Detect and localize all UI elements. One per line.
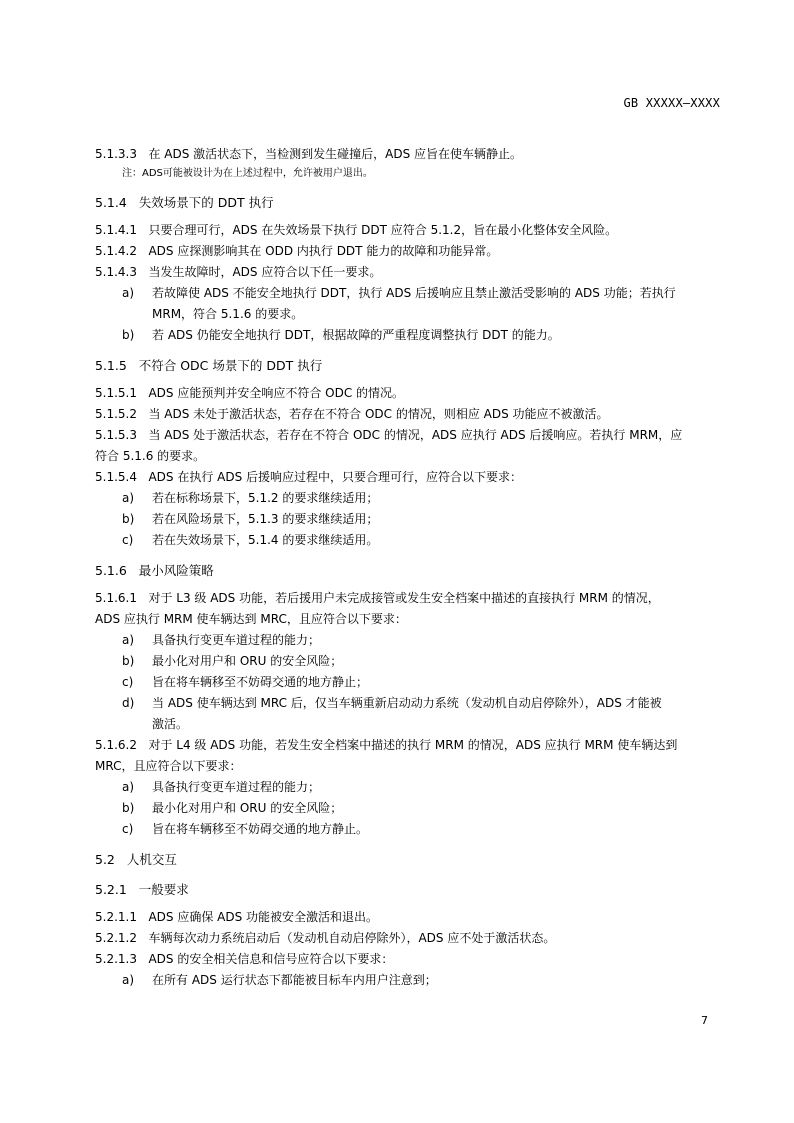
list-text: 当 ADS 使车辆达到 MRC 后，仅当车辆重新启动动力系统（发动机自动启停除外），ADS 才能被 bbox=[152, 696, 662, 710]
list-text: 旨在将车辆移至不妨碍交通的地方静止。 bbox=[152, 822, 369, 836]
clause-5-1-5-3 bbox=[95, 425, 720, 446]
list-label: b) bbox=[122, 654, 135, 668]
clause-5-1-6-1 bbox=[95, 588, 720, 609]
heading-title: 失效场景下的 DDT 执行 bbox=[138, 195, 274, 210]
clause-text: 当发生故障时，ADS 应符合以下任一要求。 bbox=[148, 265, 382, 279]
clause-number: 5.1.6.2 bbox=[95, 738, 137, 752]
document-code-header: GB XXXXX—XXXX bbox=[623, 96, 720, 110]
clause-number: 5.2.1.1 bbox=[95, 910, 137, 924]
clause-number: 5.1.5.3 bbox=[95, 428, 137, 442]
list-text-continued: MRM，符合 5.1.6 的要求。 bbox=[152, 307, 304, 321]
clause-number: 5.2.1.3 bbox=[95, 952, 137, 966]
list-text: 最小化对用户和 ORU 的安全风险； bbox=[152, 801, 343, 815]
heading-number: 5.1.5 bbox=[95, 358, 127, 373]
clause-5-1-5-2 bbox=[95, 404, 720, 425]
clause-text: ADS 的安全相关信息和信号应符合以下要求： bbox=[148, 952, 394, 966]
list-item bbox=[95, 798, 720, 819]
heading-5-2 bbox=[95, 849, 720, 870]
clause-text: ADS 应探测影响其在 ODD 内执行 DDT 能力的故障和功能异常。 bbox=[148, 244, 499, 258]
heading-number: 5.2 bbox=[95, 852, 115, 867]
clause-text: ADS 在执行 ADS 后援响应过程中，只要合理可行，应符合以下要求： bbox=[148, 470, 523, 484]
list-item bbox=[95, 530, 720, 551]
clause-5-1-4-1 bbox=[95, 220, 720, 241]
clause-text: 对于 L4 级 ADS 功能，若发生安全档案中描述的执行 MRM 的情况，ADS 应执行 MRM 使车辆达到 bbox=[148, 738, 678, 752]
clause-number: 5.1.4.1 bbox=[95, 223, 137, 237]
list-text: 在所有 ADS 运行状态下都能被目标车内用户注意到； bbox=[152, 973, 437, 987]
clause-5-2-1-1 bbox=[95, 907, 720, 928]
heading-number: 5.1.4 bbox=[95, 195, 127, 210]
document-body bbox=[95, 144, 720, 991]
heading-title: 最小风险策略 bbox=[138, 563, 214, 578]
clause-text: 车辆每次动力系统启动后（发动机自动启停除外），ADS 应不处于激活状态。 bbox=[148, 931, 556, 945]
list-text: 旨在将车辆移至不妨碍交通的地方静止； bbox=[152, 675, 369, 689]
heading-5-1-5 bbox=[95, 355, 720, 376]
clause-text: ADS 应能预判并安全响应不符合 ODC 的情况。 bbox=[148, 386, 405, 400]
list-item bbox=[95, 630, 720, 651]
clause-number: 5.1.4.2 bbox=[95, 244, 137, 258]
list-text: 若在风险场景下，5.1.3 的要求继续适用； bbox=[152, 512, 379, 526]
list-text: 若故障使 ADS 不能安全地执行 DDT，执行 ADS 后援响应且禁止激活受影响的 ADS 功能；若执行 bbox=[152, 286, 676, 300]
list-label: b) bbox=[122, 512, 135, 526]
clause-text: 只要合理可行，ADS 在失效场景下执行 DDT 应符合 5.1.2，旨在最小化整体安全风险。 bbox=[148, 223, 618, 237]
clause-text: 对于 L3 级 ADS 功能，若后援用户未完成接管或发生安全档案中描述的直接执行 MRM 的情况， bbox=[148, 591, 660, 605]
list-item bbox=[95, 970, 720, 991]
clause-number: 5.1.3.3 bbox=[95, 147, 137, 161]
heading-number: 5.2.1 bbox=[95, 882, 127, 897]
list-item bbox=[95, 488, 720, 509]
clause-text-continued: ADS 应执行 MRM 使车辆达到 MRC，且应符合以下要求： bbox=[95, 612, 407, 626]
clause-text-continued: MRC，且应符合以下要求： bbox=[95, 759, 242, 773]
list-text: 具备执行变更车道过程的能力； bbox=[152, 633, 321, 647]
page-number: 7 bbox=[701, 1014, 708, 1027]
clause-number: 5.2.1.2 bbox=[95, 931, 137, 945]
list-item bbox=[95, 283, 720, 325]
heading-5-2-1 bbox=[95, 879, 720, 900]
clause-5-1-6-2 bbox=[95, 735, 720, 756]
list-item bbox=[95, 693, 720, 735]
heading-5-1-6 bbox=[95, 560, 720, 581]
clause-number: 5.1.5.4 bbox=[95, 470, 137, 484]
list-label: b) bbox=[122, 801, 135, 815]
list-item bbox=[95, 325, 720, 346]
clause-5-1-4-3 bbox=[95, 262, 720, 283]
list-label: a) bbox=[122, 491, 135, 505]
list-text: 若在失效场景下，5.1.4 的要求继续适用。 bbox=[152, 533, 379, 547]
list-label: c) bbox=[122, 533, 134, 547]
list-label: d) bbox=[122, 696, 135, 710]
clause-text: 当 ADS 未处于激活状态，若存在不符合 ODC 的情况，则相应 ADS 功能应不被激活。 bbox=[148, 407, 609, 421]
clause-text: ADS 应确保 ADS 功能被安全激活和退出。 bbox=[148, 910, 379, 924]
clause-5-1-3-3 bbox=[95, 144, 720, 165]
list-item bbox=[95, 672, 720, 693]
list-text: 若 ADS 仍能安全地执行 DDT，根据故障的严重程度调整执行 DDT 的能力。 bbox=[152, 328, 560, 342]
list-item bbox=[95, 509, 720, 530]
clause-number: 5.1.4.3 bbox=[95, 265, 137, 279]
list-label: b) bbox=[122, 328, 135, 342]
list-label: a) bbox=[122, 633, 135, 647]
clause-number: 5.1.6.1 bbox=[95, 591, 137, 605]
list-label: a) bbox=[122, 973, 135, 987]
clause-number: 5.1.5.2 bbox=[95, 407, 137, 421]
list-text: 最小化对用户和 ORU 的安全风险； bbox=[152, 654, 343, 668]
clause-5-2-1-3 bbox=[95, 949, 720, 970]
list-text: 具备执行变更车道过程的能力； bbox=[152, 780, 321, 794]
clause-5-2-1-2 bbox=[95, 928, 720, 949]
clause-5-1-4-2 bbox=[95, 241, 720, 262]
clause-text: 在 ADS 激活状态下，当检测到发生碰撞后，ADS 应旨在使车辆静止。 bbox=[148, 147, 523, 161]
heading-title: 一般要求 bbox=[138, 882, 189, 897]
heading-title: 不符合 ODC 场景下的 DDT 执行 bbox=[138, 358, 323, 373]
heading-number: 5.1.6 bbox=[95, 563, 127, 578]
list-label: a) bbox=[122, 780, 135, 794]
clause-number: 5.1.5.1 bbox=[95, 386, 137, 400]
heading-5-1-4 bbox=[95, 192, 720, 213]
list-item bbox=[95, 819, 720, 840]
list-label: a) bbox=[122, 286, 135, 300]
list-item bbox=[95, 651, 720, 672]
list-label: c) bbox=[122, 822, 134, 836]
heading-title: 人机交互 bbox=[126, 852, 177, 867]
list-text-continued: 激活。 bbox=[152, 717, 189, 731]
note: 注：ADS可能被设计为在上述过程中，允许被用户退出。 bbox=[122, 168, 373, 179]
list-label: c) bbox=[122, 675, 134, 689]
clause-text: 当 ADS 处于激活状态，若存在不符合 ODC 的情况，ADS 应执行 ADS 后援响应。若执行 MRM，应 bbox=[148, 428, 683, 442]
list-text: 若在标称场景下，5.1.2 的要求继续适用； bbox=[152, 491, 379, 505]
clause-5-1-5-4 bbox=[95, 467, 720, 488]
clause-5-1-5-1 bbox=[95, 383, 720, 404]
list-item bbox=[95, 777, 720, 798]
clause-text-continued: 符合 5.1.6 的要求。 bbox=[95, 449, 206, 463]
